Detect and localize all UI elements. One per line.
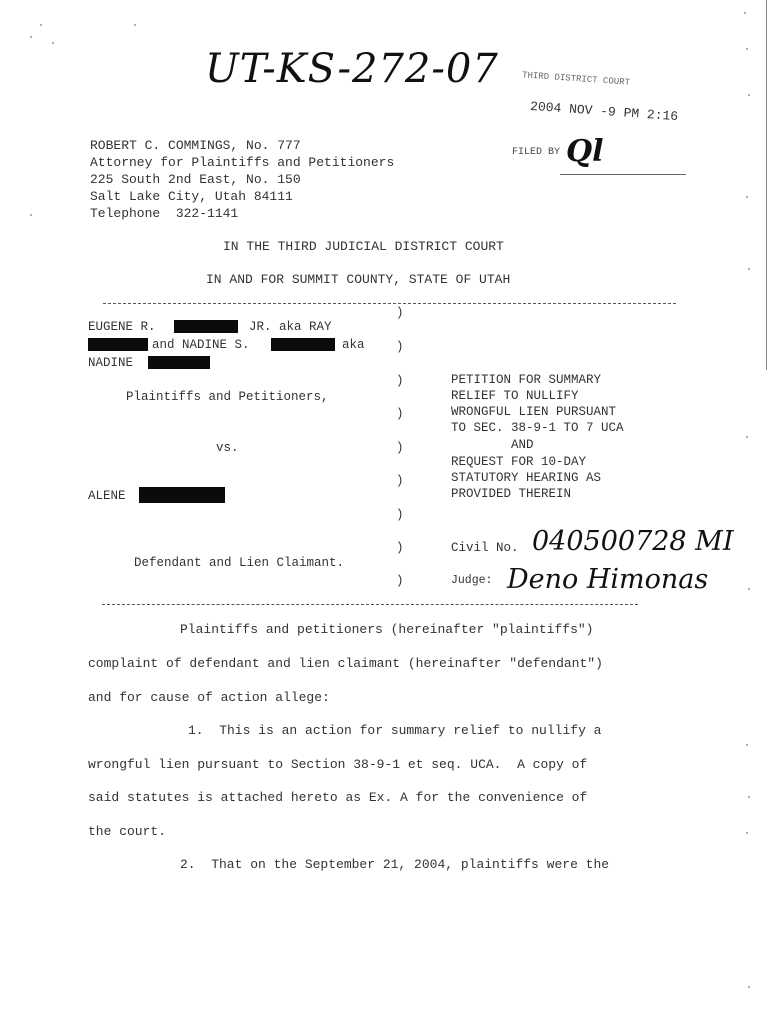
caption-paren: ): [396, 407, 404, 421]
petition-title-line: PETITION FOR SUMMARY: [451, 373, 602, 387]
caption-paren: ): [396, 306, 404, 320]
intro-paragraph-line: complaint of defendant and lien claimant (hereinafter "defendant"): [88, 656, 603, 671]
vs-label: vs.: [216, 441, 239, 455]
redaction-box: [174, 320, 238, 333]
scan-speck: [30, 36, 32, 38]
petition-title-line: TO SEC. 38-9-1 TO 7 UCA: [451, 421, 624, 435]
scan-speck: [30, 214, 32, 216]
plaintiff-name-1a: EUGENE R.: [88, 320, 156, 334]
intro-paragraph-line: Plaintiffs and petitioners (hereinafter "plaintiffs"): [180, 622, 594, 637]
civil-number: 040500728 MI: [532, 526, 734, 557]
handwritten-case-number: UT-KS-272-07: [205, 46, 499, 92]
intro-paragraph-line: and for cause of action allege:: [88, 690, 330, 705]
paragraph-1-line: said statutes is attached hereto as Ex. A for the convenience of: [88, 790, 588, 805]
plaintiff-role: Plaintiffs and Petitioners,: [126, 390, 329, 404]
scan-speck: [748, 94, 750, 96]
attorney-address: 225 South 2nd East, No. 150: [90, 172, 301, 187]
filing-stamp-court: THIRD DISTRICT COURT: [521, 70, 631, 88]
petition-title-line: AND: [451, 438, 534, 452]
petition-title-line: PROVIDED THEREIN: [451, 487, 572, 501]
caption-bottom-rule: [102, 604, 638, 605]
court-heading-line1: IN THE THIRD JUDICIAL DISTRICT COURT: [223, 239, 504, 254]
scan-speck: [744, 12, 746, 14]
attorney-name: ROBERT C. COMMINGS, No. 777: [90, 138, 301, 153]
judge-name: Deno Himonas: [507, 564, 709, 595]
defendant-role: Defendant and Lien Claimant.: [134, 556, 345, 570]
filing-stamp-line: [560, 174, 686, 175]
filing-stamp-filed-by: FILED BY: [512, 147, 561, 158]
scan-speck: [748, 986, 750, 988]
petition-title-line: STATUTORY HEARING AS: [451, 471, 602, 485]
plaintiff-name-2b: aka: [342, 338, 365, 352]
caption-paren: ): [396, 574, 404, 588]
scan-speck: [746, 436, 748, 438]
caption-paren: ): [396, 474, 404, 488]
petition-title-line: RELIEF TO NULLIFY: [451, 389, 579, 403]
plaintiff-name-1b: JR. aka RAY: [249, 320, 332, 334]
petition-title-line: WRONGFUL LIEN PURSUANT: [451, 405, 617, 419]
judge-label: Judge:: [451, 574, 493, 587]
scan-speck: [746, 196, 748, 198]
plaintiff-name-2a: and NADINE S.: [152, 338, 250, 352]
caption-paren: ): [396, 374, 404, 388]
attorney-role: Attorney for Plaintiffs and Petitioners: [90, 155, 395, 170]
scan-speck: [746, 744, 748, 746]
paragraph-1-line: the court.: [88, 824, 167, 839]
caption-paren: ): [396, 340, 404, 354]
scan-speck: [134, 24, 136, 26]
scan-speck: [748, 588, 750, 590]
redaction-box: [88, 338, 148, 351]
caption-paren: ): [396, 441, 404, 455]
scan-speck: [746, 832, 748, 834]
civil-number-label: Civil No.: [451, 541, 519, 555]
defendant-name: ALENE: [88, 489, 126, 503]
redaction-box: [271, 338, 335, 351]
petition-title-line: REQUEST FOR 10-DAY: [451, 455, 587, 469]
caption-paren: ): [396, 508, 404, 522]
paragraph-1-line: 1. This is an action for summary relief to nullify a: [188, 723, 602, 738]
caption-top-rule: [103, 303, 676, 304]
paragraph-2-line: 2. That on the September 21, 2004, plaintiffs were the: [180, 857, 610, 872]
redaction-box: [139, 487, 225, 503]
scan-speck: [748, 796, 750, 798]
plaintiff-name-3: NADINE: [88, 356, 134, 370]
paragraph-1-line: wrongful lien pursuant to Section 38-9-1 et seq. UCA. A copy of: [88, 757, 588, 772]
court-heading-line2: IN AND FOR SUMMIT COUNTY, STATE OF UTAH: [206, 272, 511, 287]
scan-speck: [746, 48, 748, 50]
scan-edge: [766, 0, 767, 370]
scan-speck: [52, 42, 54, 44]
caption-paren: ): [396, 541, 404, 555]
scan-speck: [40, 24, 42, 26]
filing-stamp-initials: Ql: [566, 134, 604, 169]
scan-speck: [748, 268, 750, 270]
attorney-city: Salt Lake City, Utah 84111: [90, 189, 293, 204]
redaction-box: [148, 356, 210, 369]
attorney-phone: Telephone 322-1141: [90, 206, 239, 221]
filing-stamp-date: 2004 NOV -9 PM 2:16: [529, 98, 679, 125]
